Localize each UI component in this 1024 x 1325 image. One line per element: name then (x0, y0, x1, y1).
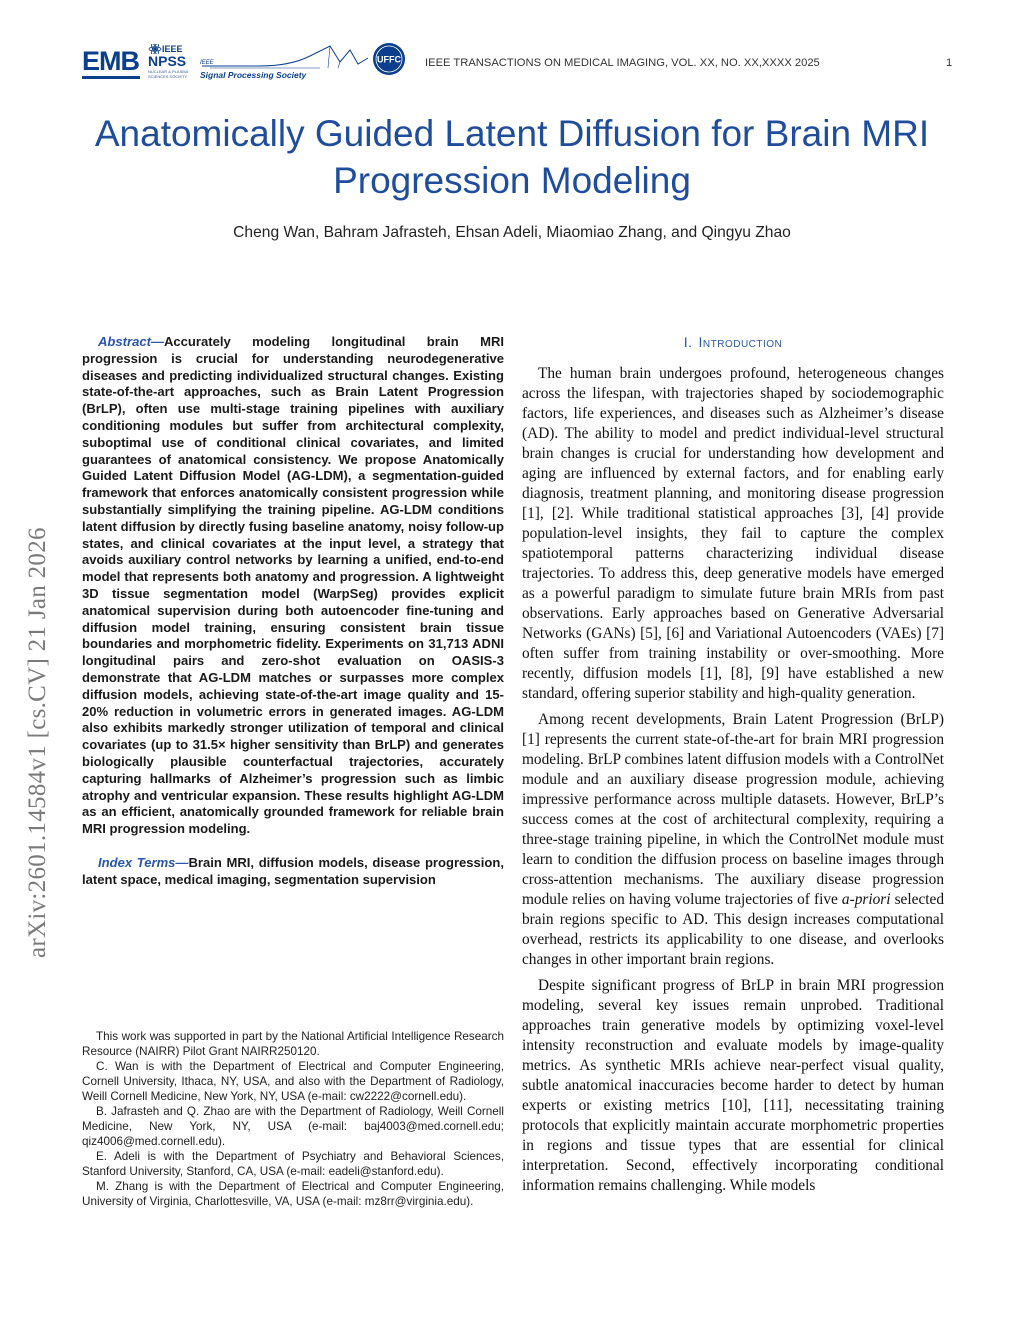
index-terms (82, 855, 504, 889)
abstract-text: Accurately modeling longitudinal brain MRI progression is crucial for understanding neurodegenerative diseases and predicting individualized structural changes. Existing state-of-the-art approaches, such as Brain Latent Progression (BrLP), often use multi-stage training pipelines with auxiliary conditioning modules but suffer from architectural complexity, suboptimal use of conditional clinical covariates, and limited guarantees of anatomical consistency. We propose Anatomically Guided Latent Diffusion Model (AG-LDM), a segmentation-guided framework that enforces anatomically consistent progression while substantially simplifying the training pipeline. AG-LDM conditions latent diffusion by directly fusing baseline anatomy, noisy follow-up states, and clinical covariates at the input level, a strategy that avoids auxiliary control networks by learning a unified, end-to-end model that represents both anatomy and progression. A lightweight 3D tissue segmentation model (WarpSeg) provides explicit anatomical supervision during both autoencoder fine-tuning and diffusion model training, ensuring consistent brain tissue boundaries and morphometric fidelity. Experiments on 31,713 ADNI longitudinal pairs and zero-shot evaluation on OASIS-3 demonstrate that AG-LDM matches or surpasses more complex diffusion models, achieving state-of-the-art image quality and 15-20% reduction in volumetric errors in generated images. AG-LDM also exhibits markedly stronger utilization of temporal and clinical covariates (up to 31.5× higher sensitivity than BrLP) and generates biologically plausible counterfactual trajectories, accurately capturing hallmarks of Alzheimer’s progression such as limbic atrophy and ventricular expansion. These results highlight AG-LDM as an efficient, anatomically grounded framework for reliable brain MRI progression modeling. (82, 334, 504, 837)
abstract-label: Abstract— (98, 334, 164, 349)
paragraph: Despite significant progress of BrLP in brain MRI progression modeling, several key issues remain unprobed. Traditional approaches train generative models by optimizing voxel-level intensity reconstruction and evaluate models by image-quality metrics. As synthetic MRIs achieve near-perfect visual quality, subtle anatomical inaccuracies become harder to detect by human experts or existing metrics [10], [11], necessitating training protocols that explicitly maintain accurate morphometric properties in regions and tissue types that are essential for clinical interpretation. Second, effectively incorporating conditional information remains challenging. While models (522, 977, 944, 1194)
atom-icon (148, 44, 162, 54)
signal-wave-icon (200, 42, 370, 70)
page-number: 1 (946, 57, 953, 69)
section-heading-introduction: I. Introduction (683, 334, 783, 350)
index-terms-label: Index Terms— (98, 854, 189, 870)
footnote-affiliation: E. Adeli is with the Department of Psychiatry and Behavioral Sciences, Stanford University, Stanford, CA, USA (e-mail: eadeli@stanford.edu). (82, 1150, 504, 1178)
author-list: Cheng Wan, Bahram Jafrasteh, Ehsan Adeli, Miaomiao Zhang, and Qingyu Zhao (233, 224, 791, 241)
uffc-logo (372, 42, 406, 76)
svg-text:UFFC: UFFC (377, 54, 401, 65)
running-head: IEEE TRANSACTIONS ON MEDICAL IMAGING, VOL. XX, NO. XX,XXXX 2025 (425, 57, 820, 69)
arxiv-stamp: arXiv:2601.14584v1 [cs.CV] 21 Jan 2026 (24, 527, 51, 958)
uffc-seal-icon (372, 42, 406, 76)
paragraph: The human brain undergoes profound, heterogeneous changes across the lifespan, with trajectories shaped by sociodemographic factors, life experiences, and diseases such as Alzheimer’s disease (AD). The ability to model and predict individual-level structural brain changes is crucial for understanding how development and aging are influenced by external factors, and for enabling early diagnosis, treatment planning, and monitoring disease progression [1], [2]. While traditional statistical approaches [3], [4] provide population-level insights, they fail to capture the complex spatiotemporal patterns characterizing individual disease trajectories. To address this, deep generative models have emerged as a powerful paradigm to simulate future brain MRIs from past observations. Early approaches based on Generative Adversarial Networks (GANs) [5], [6] and Variational Autoencoders (VAEs) [7] often suffer from training instability or over-smoothing. More recently, diffusion models [1], [8], [9] have established a new standard, offering superior stability and high-quality generation. (522, 365, 944, 702)
abstract (82, 334, 504, 838)
signal-processing-society-logo: IEEE Signal Processing Society (200, 42, 370, 82)
footnote-affiliation: C. Wan is with the Department of Electrical and Computer Engineering, Cornell University, Ithaca, NY, USA, and also with the Department of Radiology, Weill Cornell Medicine, New York, NY, USA (e-mail: cw2222@cornell.edu). (82, 1060, 504, 1103)
page-header (80, 40, 956, 84)
footnote-affiliation: B. Jafrasteh and Q. Zhao are with the Department of Radiology, Weill Cornell Medicine, New York, NY, USA (e-mail: baj4003@med.cornell.edu; qiz4006@med.cornell.edu). (82, 1105, 504, 1148)
left-column (82, 334, 504, 889)
footnote-funding: This work was supported in part by the National Artificial Intelligence Research Resource (NAIRR) Pilot Grant NAIRR250120. (82, 1030, 504, 1058)
npss-logo: IEEE NPSS NUCLEAR & PLASMA SCIENCES SOCIETY (148, 44, 189, 79)
footnote-affiliation: M. Zhang is with the Department of Electrical and Computer Engineering, University of Virginia, Charlottesville, VA, USA (e-mail: mz8rr@virginia.edu). (82, 1180, 504, 1208)
footnotes (82, 1029, 504, 1209)
right-column (522, 334, 944, 1202)
paper-title: Anatomically Guided Latent Diffusion for Brain MRI Progression Modeling (94, 113, 930, 201)
index-terms-text: Brain MRI, diffusion models, disease progression, latent space, medical imaging, segmentation supervision (82, 854, 504, 887)
emb-logo: EMB (82, 46, 139, 77)
paragraph: Among recent developments, Brain Latent Progression (BrLP) [1] represents the current state-of-the-art for brain MRI progression modeling. BrLP combines latent diffusion models with a ControlNet module and an auxiliary disease progression module, achieving impressive performance across multiple datasets. However, BrLP’s success comes at the cost of architectural complexity, requiring a three-stage training pipeline, in which the ControlNet module must learn to condition the diffusion process on baseline images through cross-attention mechanisms. The auxiliary disease progression module relies on having volume trajectories of five a-priori selected brain regions specific to AD. This design increases computational overhead, restricts its applicability to one disease, and overlooks changes in other important brain regions. (522, 711, 945, 968)
